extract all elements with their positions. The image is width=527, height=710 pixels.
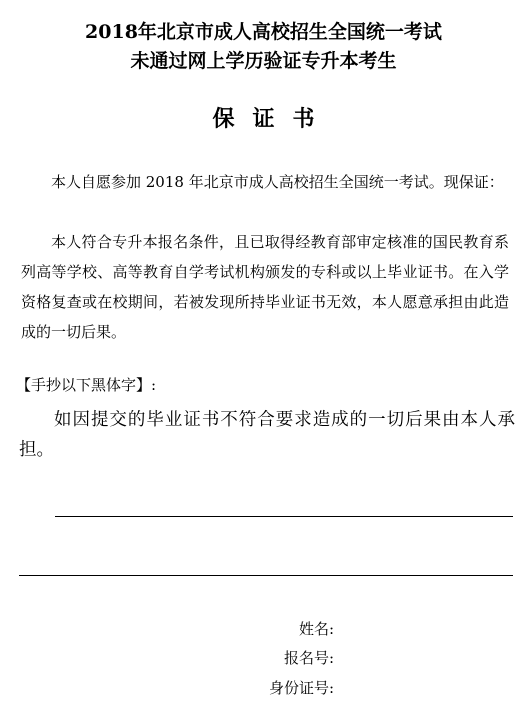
document-title-line1: 2018年北京市成人高校招生全国统一考试 [85, 21, 442, 43]
document-heading: 保证书 [212, 106, 333, 132]
paragraph-intro [21, 167, 509, 197]
registration-number-label: 报名号: [283, 649, 334, 667]
handwrite-line-2[interactable] [19, 575, 513, 576]
handwrite-line-1[interactable] [55, 516, 513, 517]
id-number-label: 身份证号: [268, 679, 334, 697]
name-label: 姓名: [298, 620, 334, 638]
handwrite-notice: 【手抄以下黑体字】: [16, 376, 157, 394]
paragraph-intro-text: 本人自愿参加 2018 年北京市成人高校招生全国统一考试。现保证： [51, 173, 504, 191]
paragraph-conditions [21, 227, 509, 347]
pledge-text: 如因提交的毕业证书不符合要求造成的一切后果由本人承担。 [19, 410, 515, 460]
paragraph-conditions-text: 本人符合专升本报名条件，且已取得经教育部审定核准的国民教育系列高等学校、高等教育自学考试机构颁发的专科或以上毕业证书。在入学资格复查或在校期间，若被发现所持毕业证书无效，本人愿意承担由此造成的一切后果。 [21, 233, 509, 341]
document-title-line2: 未通过网上学历验证专升本考生 [130, 50, 397, 72]
